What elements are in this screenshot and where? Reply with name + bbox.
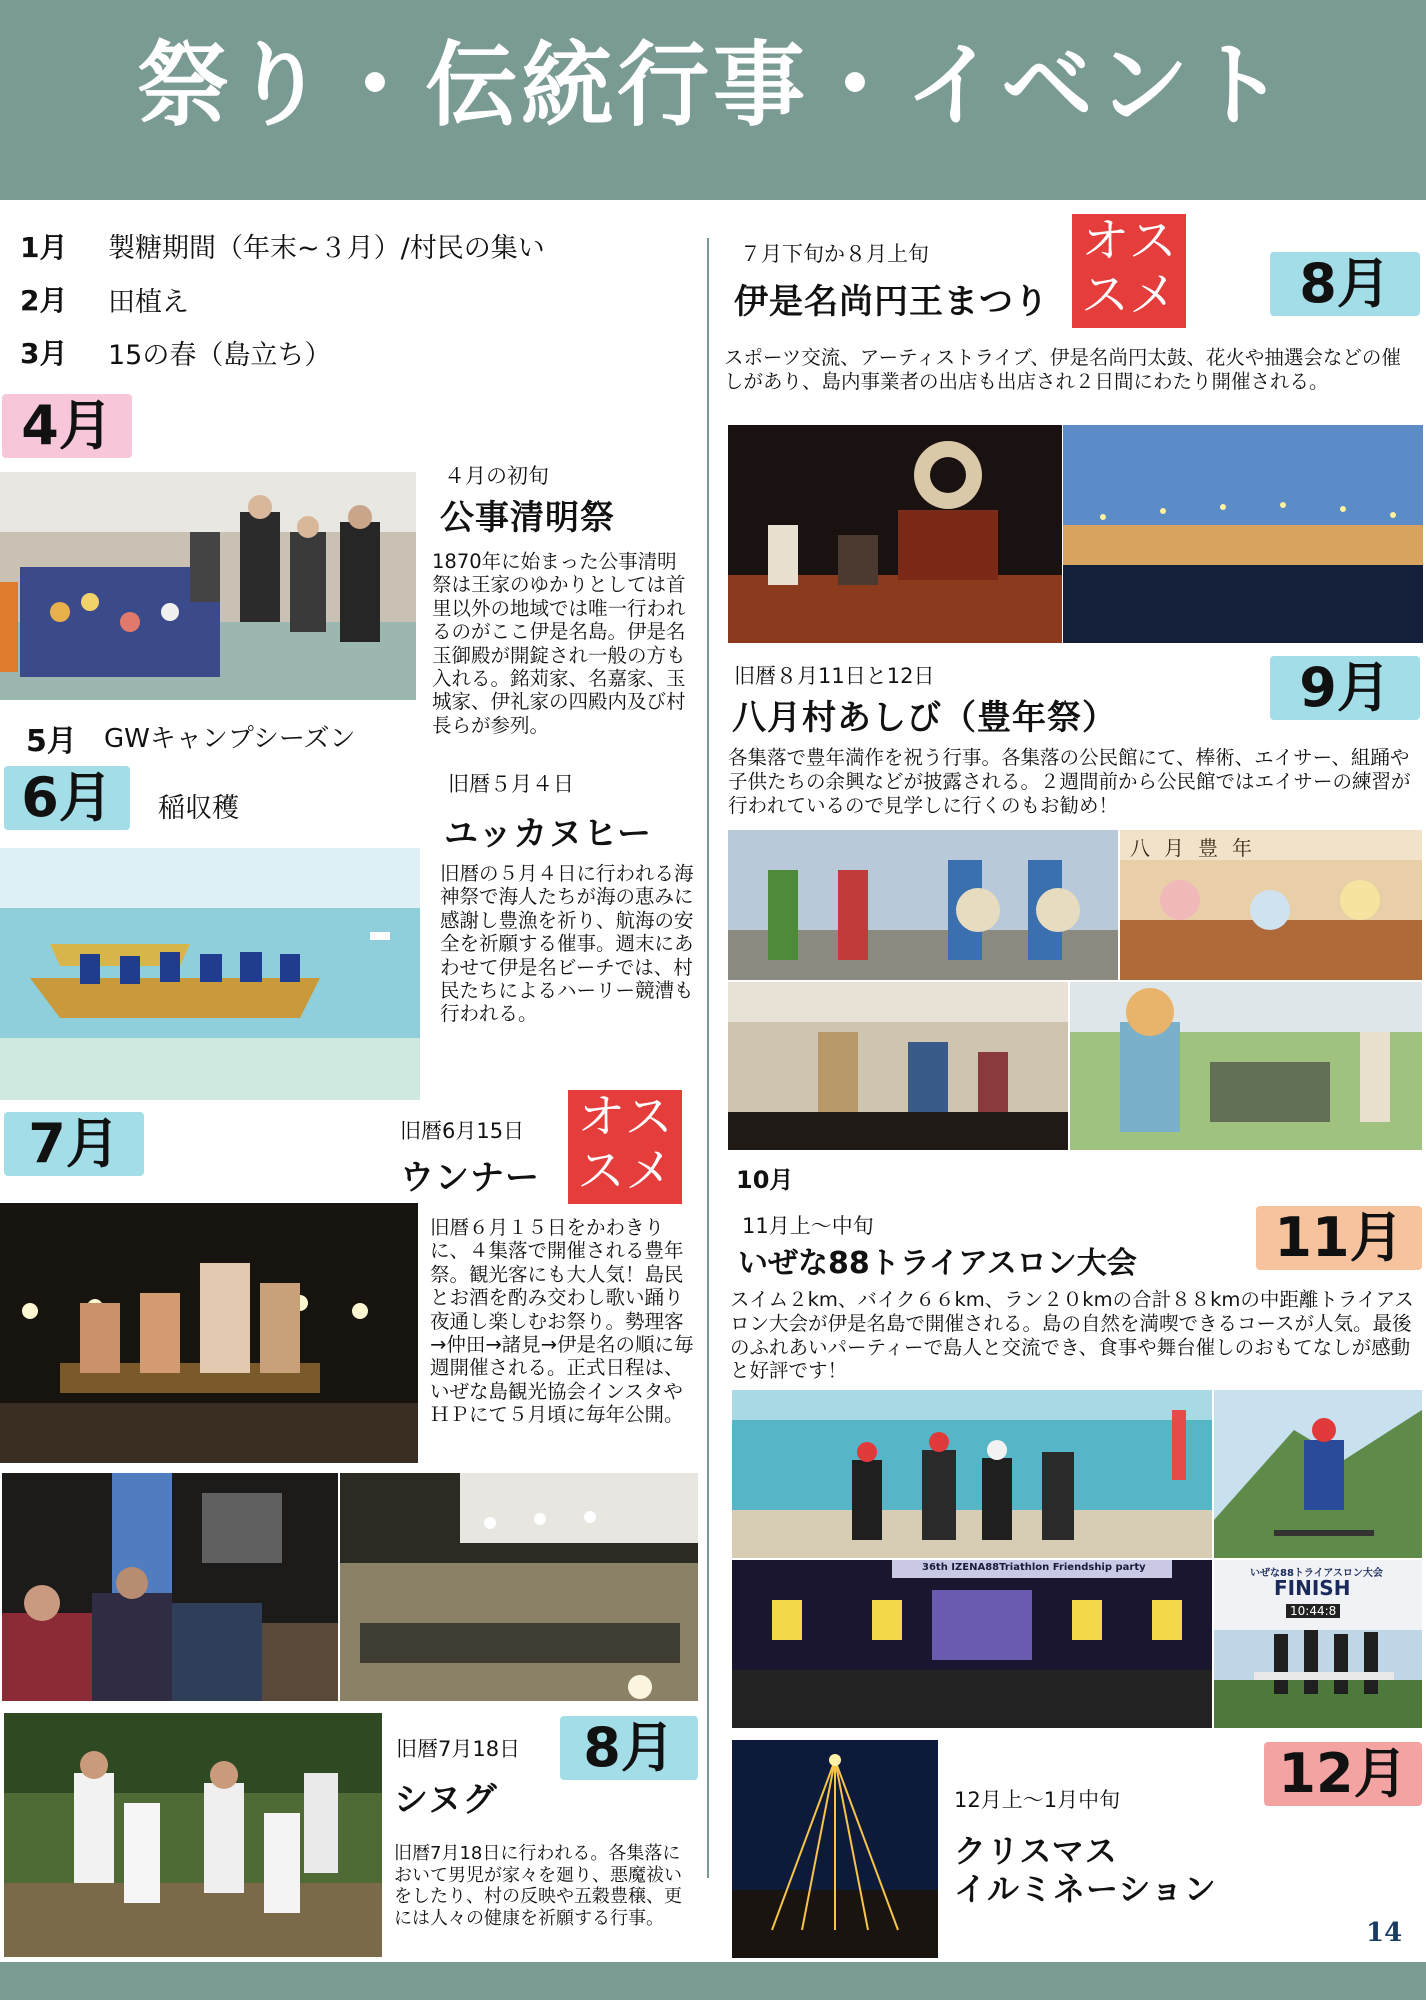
children-dance-photo: [1120, 830, 1422, 980]
harii-boat-photo: [0, 848, 420, 1100]
dec-title-line-2: イルミネーション: [954, 1870, 1217, 1908]
unnaa-banner-photo: [2, 1473, 338, 1701]
kumiodori-photo: [728, 982, 1068, 1150]
finish-top-text: いぜな88トライアスロン大会: [1250, 1568, 1383, 1579]
eisaa-drum-photo: [728, 830, 1118, 980]
aug-right-badge: 8月: [1270, 252, 1420, 316]
osusume-line-1: オス: [577, 1089, 673, 1145]
july-event-title: ウンナー: [400, 1158, 540, 1198]
july-date: 旧暦6月15日: [400, 1119, 525, 1143]
osusume-badge-aug: [1072, 214, 1186, 328]
sep-event-title: 八月村あしび（豊年祭）: [732, 698, 1117, 738]
festival-crowd-photo: [1063, 425, 1423, 643]
aug-left-badge: 8月: [560, 1716, 698, 1780]
osusume-badge-july: [568, 1090, 682, 1204]
finish-word: FINISH: [1274, 1576, 1351, 1600]
dec-title-line-1: クリスマス: [954, 1832, 1118, 1870]
osusume-line-1: オス: [1081, 213, 1177, 269]
april-description: 1870年に始まった公事清明祭は王家のゆかりとしては首里以外の地域では唯一行われるのがここ伊是名島。伊是名玉御殿が開錠され一般の方も入れる。銘苅家、名嘉家、玉城家、伊礼家の四殿内及び村長らが参列。: [432, 550, 686, 737]
june-date: 旧暦５月４日: [448, 772, 574, 796]
april-badge: 4月: [2, 394, 132, 458]
footer-bar: [0, 1962, 1426, 2000]
triathlon-finish-photo: [1214, 1560, 1422, 1728]
tug-of-war-photo: [340, 1473, 698, 1701]
dec-badge: 12月: [1264, 1742, 1422, 1806]
aug-right-event-title: 伊是名尚円王まつり: [734, 282, 1049, 322]
page-number: 14: [1366, 1918, 1403, 1948]
party-banner-text: 36th IZENA88Triathlon Friendship party: [922, 1562, 1146, 1573]
sep-badge: 9月: [1270, 656, 1420, 720]
shinugu-photo: [4, 1713, 382, 1957]
month-text-mar: 15の春（島立ち）: [108, 340, 332, 371]
oct-label: 10月: [736, 1166, 794, 1194]
triathlon-swim-photo: [732, 1390, 1212, 1558]
month-text-jan: 製糖期間（年末~３月）/村民の集い: [108, 233, 545, 264]
osusume-line-2: スメ: [1080, 267, 1177, 323]
taiko-stage-photo: [728, 425, 1062, 643]
june-text: 稲収穫: [158, 793, 239, 824]
nov-badge: 11月: [1256, 1206, 1422, 1270]
aug-left-description: 旧暦7月18日に行われる。各集落において男児が家々を廻り、悪魔祓いをしたり、村の反映や五穀豊穣、更には人々の健康を祈願する行事。: [394, 1843, 682, 1929]
aug-right-description: スポーツ交流、アーティストライブ、伊是名尚円太鼓、花火や抽選会などの催しがあり、島内事業者の出店も出店され２日間にわたり開催される。: [724, 346, 1401, 393]
triathlon-party-photo: [732, 1560, 1212, 1728]
nov-date: 11月上～中旬: [742, 1214, 874, 1238]
june-badge: 6月: [4, 766, 130, 830]
april-event-title: 公事清明祭: [440, 498, 615, 538]
christmas-illumination-photo: [732, 1740, 938, 1958]
osusume-line-2: スメ: [576, 1143, 673, 1199]
mask-parade-photo: [1070, 982, 1422, 1150]
nov-event-title: いぜな88トライアスロン大会: [738, 1246, 1137, 1281]
month-label-feb: 2月: [20, 284, 68, 317]
month-label-jan: 1月: [20, 231, 68, 264]
dec-date: 12月上～1月中旬: [954, 1788, 1121, 1812]
seimei-festival-photo: [0, 472, 416, 700]
june-event-title: ユッカヌヒー: [444, 814, 652, 854]
month-label-mar: 3月: [20, 337, 68, 370]
may-label: 5月: [26, 724, 77, 759]
page-title: 祭り・伝統行事・イベント: [136, 32, 1289, 139]
may-text: GWキャンプシーズン: [104, 724, 356, 754]
triathlon-bike-photo: [1214, 1390, 1422, 1558]
july-description: 旧暦６月１５日をかわきりに、４集落で開催される豊年祭。観光客にも大人気！島民とお酒を酌み交わし歌い踊り夜通し楽しむお祭り。勢理客→仲田→諸見→伊是名の順に毎週開催される。正式日程は、いぜな島観光協会インスタやＨＰにて５月頃に毎年公開。: [430, 1216, 694, 1427]
june-description: 旧暦の５月４日に行われる海神祭で海人たちが海の恵みに感謝し豊漁を祈り、航海の安全を祈願する催事。週末にあわせて伊是名ビーチでは、村民たちによるハーリー競漕も行われる。: [440, 862, 694, 1026]
month-text-feb: 田植え: [108, 287, 189, 318]
finish-time: 10:44:8: [1286, 1604, 1340, 1618]
july-badge: 7月: [4, 1112, 144, 1176]
nov-description: スイム２km、バイク６６km、ラン２０kmの合計８８kmの中距離トライアスロン大会が伊是名島で開催される。島の自然を満喫できるコースが人気。最後のふれあいパーティーで島人と交流でき、食事や舞台催しのおもてなしが感動と好評です！: [730, 1288, 1414, 1383]
april-date: ４月の初旬: [444, 464, 549, 488]
hachigatsu-banner-text: 八月豊年: [1130, 836, 1266, 860]
sep-date: 旧暦８月11日と12日: [734, 664, 935, 688]
aug-right-date: ７月下旬か８月上旬: [740, 242, 929, 266]
unnaa-night-photo: [0, 1203, 418, 1463]
aug-left-event-title: シヌグ: [394, 1780, 498, 1820]
column-divider: [707, 238, 709, 1878]
sep-description: 各集落で豊年満作を祝う行事。各集落の公民館にて、棒術、エイサー、組踊や子供たちの余興などが披露される。２週間前から公民館ではエイサーの練習が行われているので見学しに行くのもお勧め！: [728, 746, 1411, 817]
aug-left-date: 旧暦7月18日: [396, 1737, 521, 1761]
